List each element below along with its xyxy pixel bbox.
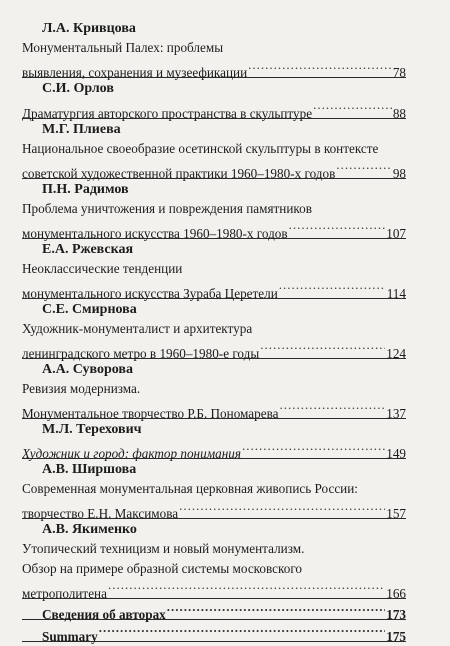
entry-page-number: 98 (393, 164, 406, 184)
entry-title-line: Современная монументальная церковная живопись России: (22, 479, 406, 499)
entry-author: Л.А. Кривцова (22, 19, 406, 38)
toc-entry (22, 300, 406, 359)
entry-title-line: Монументальный Палех: проблемы (22, 38, 406, 58)
entry-title-last-line (22, 98, 406, 119)
entry-title-line: Неоклассические тенденции (22, 259, 406, 279)
entry-title-last-line (22, 439, 406, 460)
entry-title-line: Ревизия модернизма. (22, 379, 406, 399)
entry-author: С.Е. Смирнова (22, 300, 406, 319)
entry-page-number: 149 (386, 444, 406, 464)
toc-entry (22, 120, 406, 179)
entry-page-number: 124 (386, 344, 406, 364)
entry-page-number: 107 (386, 224, 406, 244)
entry-page-number: 157 (386, 504, 406, 524)
toc-entry (22, 360, 406, 419)
dot-leader (242, 439, 385, 459)
toc-entry (22, 420, 406, 460)
entry-author: А.А. Суворова (22, 360, 406, 379)
entry-page-number: 88 (393, 104, 406, 124)
toc-entry (22, 520, 406, 599)
dot-leader (260, 338, 385, 358)
entry-title-text: Драматургия авторского пространства в скульптуре (22, 104, 312, 124)
toc-entry (22, 180, 406, 239)
dot-leader (179, 499, 385, 519)
entry-title-text: творчество Е.Н. Максимова (22, 504, 178, 524)
dot-leader (313, 98, 392, 118)
entry-title-text: Художник и город: фактор понимания (22, 444, 241, 464)
entry-page-number: 166 (386, 584, 406, 604)
entry-title-line: Обзор на примере образной системы московского (22, 559, 406, 579)
dot-leader (280, 398, 386, 418)
dot-leader (289, 218, 386, 238)
entry-author: Е.А. Ржевская (22, 240, 406, 259)
appendix-label: Summary (42, 627, 98, 646)
appendix-page-number: 175 (386, 627, 406, 646)
entry-title-last-line (22, 218, 406, 239)
entry-title-last-line (22, 58, 406, 79)
appendix-page-number: 173 (386, 605, 406, 625)
entry-author: П.Н. Радимов (22, 180, 406, 199)
dot-leader (336, 158, 392, 178)
entry-author: А.В. Ширшова (22, 460, 406, 479)
entry-title-last-line (22, 278, 406, 299)
entry-page-number: 78 (393, 63, 406, 83)
entry-title-line: Проблема уничтожения и повреждения памятников (22, 199, 406, 219)
entry-title-last-line (22, 338, 406, 359)
entry-title-last-line (22, 398, 406, 419)
entry-title-text: ленинградского метро в 1960–1980-е годы (22, 344, 259, 364)
entry-page-number: 137 (386, 404, 406, 424)
entry-title-line: Национальное своеобразие осетинской скульптуры в контексте (22, 139, 406, 159)
entry-author: М.Г. Плиева (22, 120, 406, 139)
entry-title-line: Утопический техницизм и новый монументализм. (22, 539, 406, 559)
entry-title-last-line (22, 158, 406, 179)
entry-title-text: монументального искусства Зураба Церетели (22, 284, 278, 304)
entry-title-last-line (22, 578, 406, 599)
entry-author: С.И. Орлов (22, 79, 406, 98)
entry-title-text: выявления, сохранения и музеефикации (22, 63, 247, 83)
toc-entry (22, 79, 406, 119)
entry-title-last-line (22, 499, 406, 520)
entry-title-text: монументального искусства 1960–1980-х годов (22, 224, 288, 244)
toc-entry (22, 240, 406, 299)
toc-entry (22, 19, 406, 78)
dot-leader (167, 600, 385, 620)
entry-title-text: советской художественной практики 1960–1980-х годов (22, 164, 335, 184)
appendix-label: Сведения об авторах (42, 605, 166, 625)
dot-leader (108, 578, 385, 598)
entry-title-line: Художник-монументалист и архитектура (22, 319, 406, 339)
entry-page-number: 114 (387, 284, 406, 304)
entry-author: М.Л. Терехович (22, 420, 406, 439)
entry-title-text: метрополитена (22, 584, 107, 604)
entry-author: А.В. Якименко (22, 520, 406, 539)
dot-leader (99, 621, 386, 641)
dot-leader (248, 58, 392, 78)
toc-entry (22, 460, 406, 519)
entry-title-text: Монументальное творчество Р.Б. Пономарева (22, 404, 279, 424)
dot-leader (279, 278, 386, 298)
